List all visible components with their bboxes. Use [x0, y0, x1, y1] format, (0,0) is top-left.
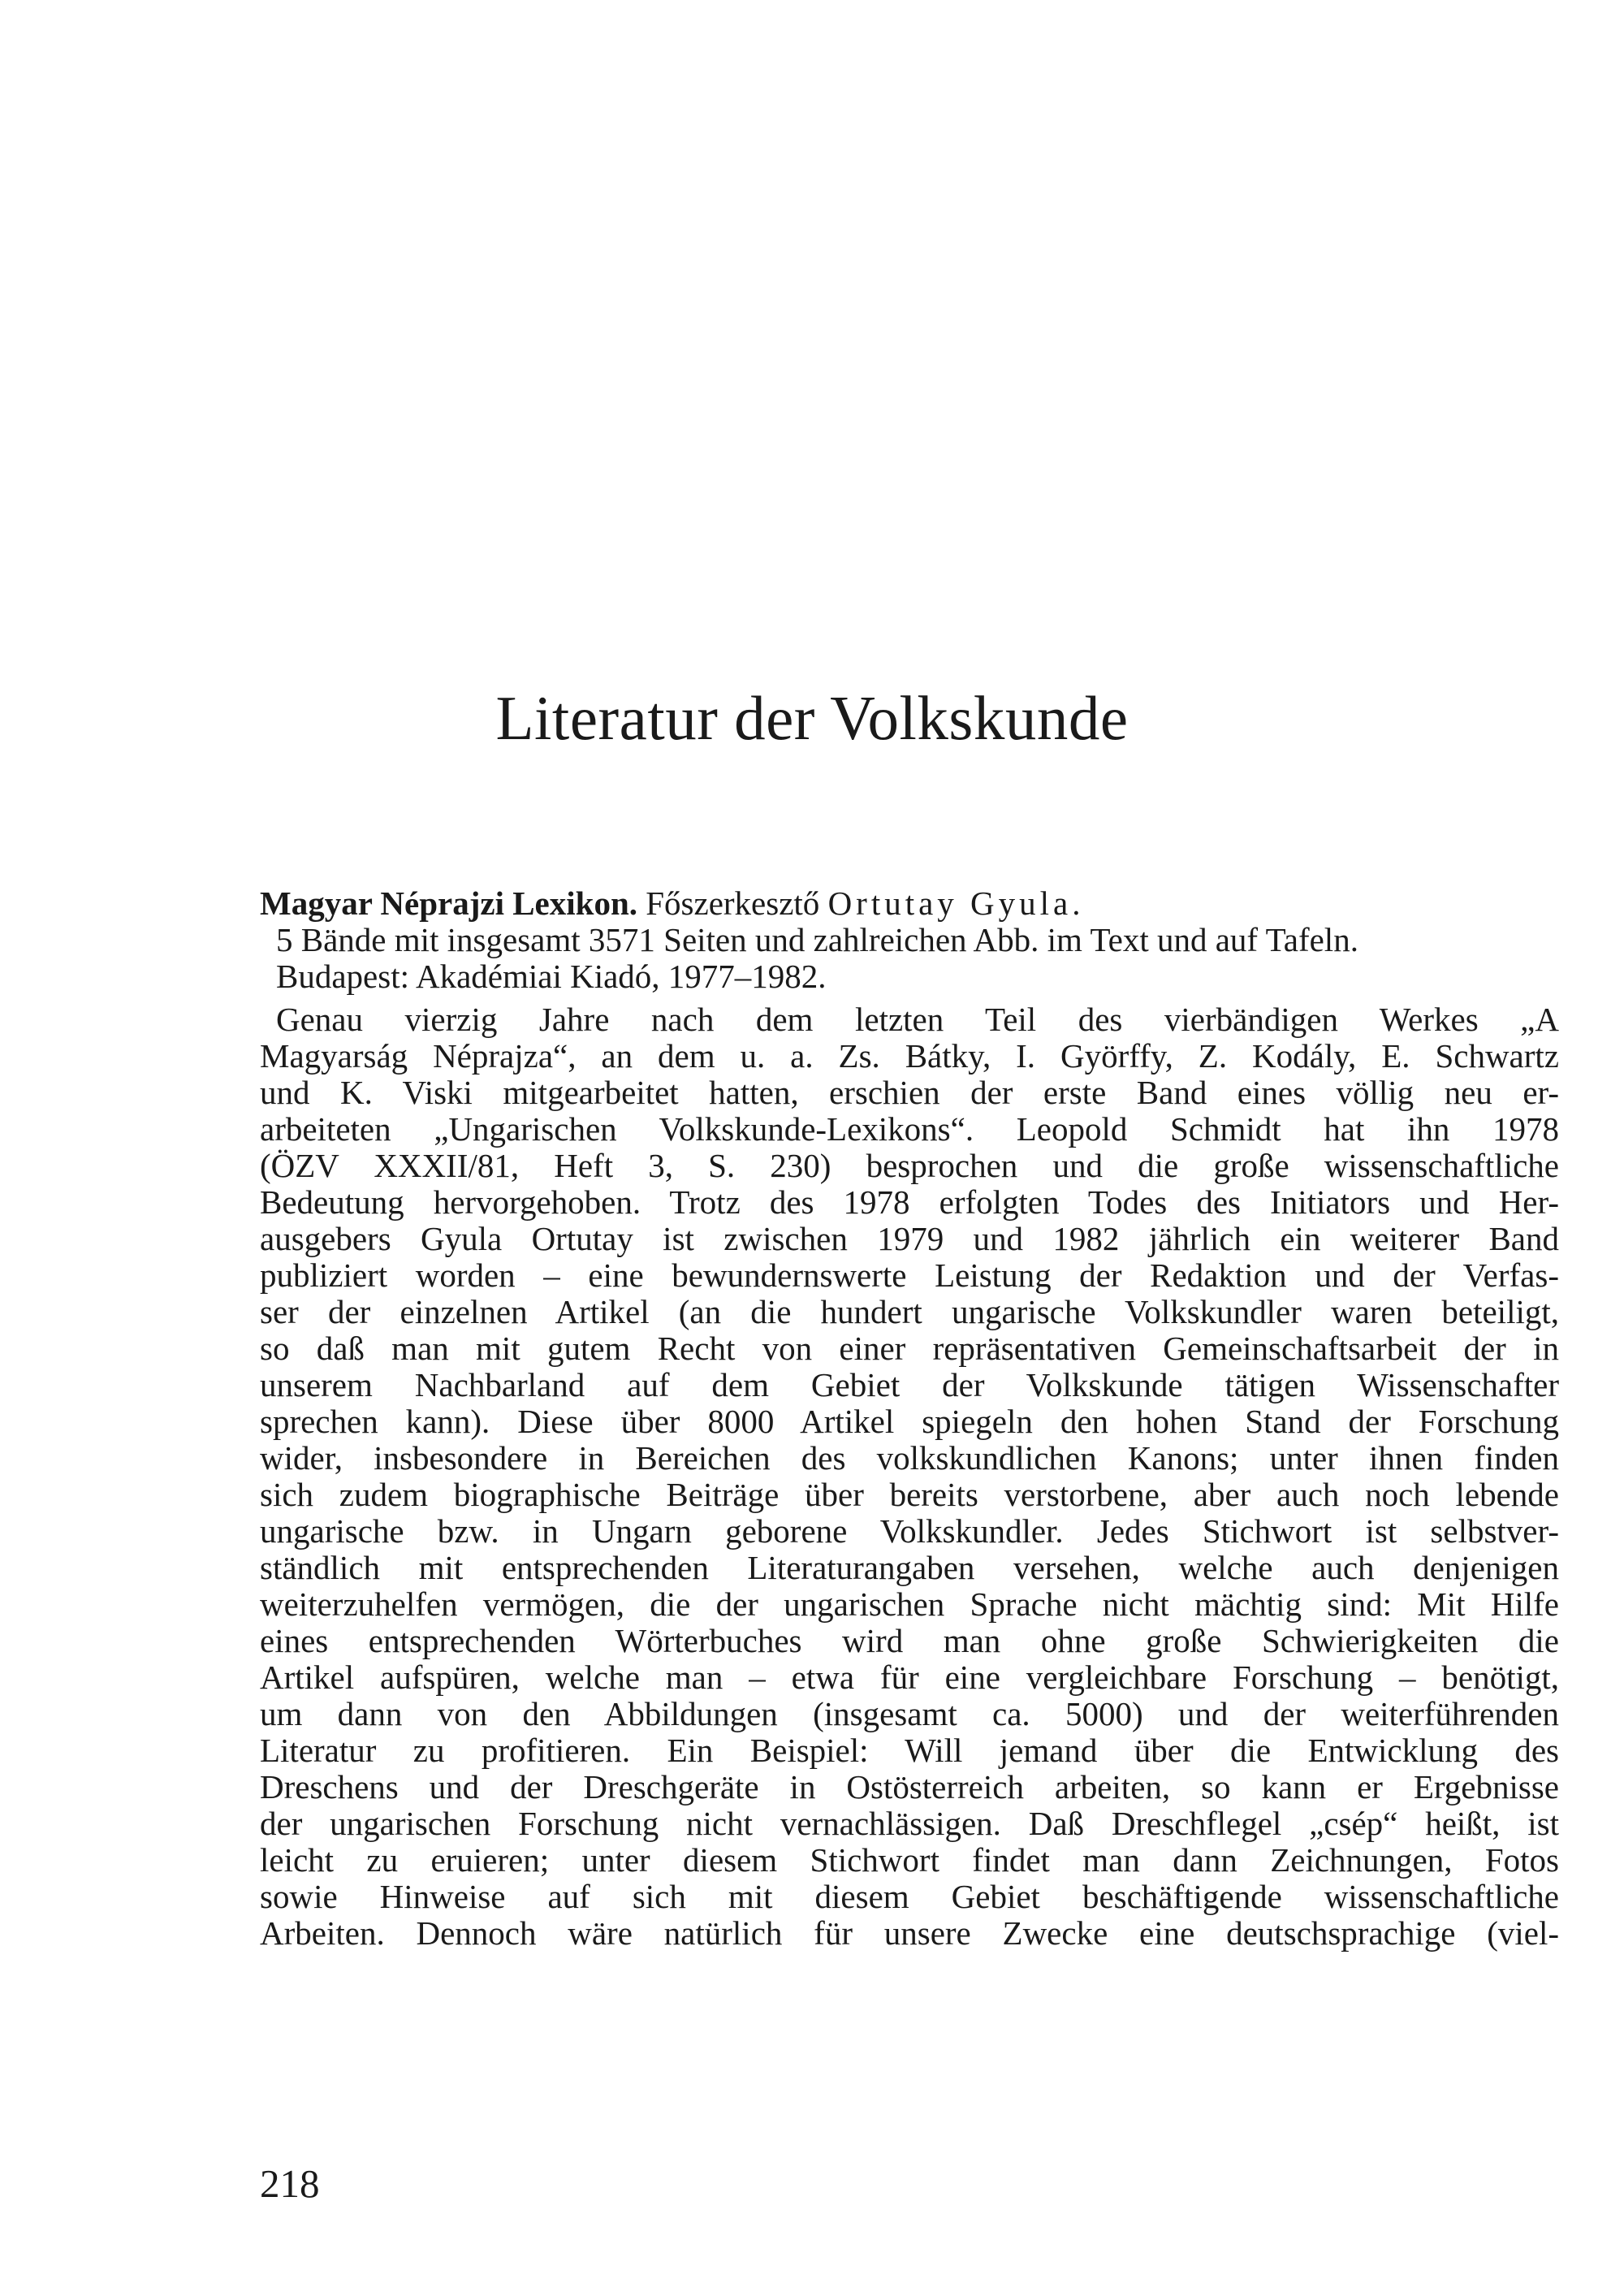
editor-label: Főszerkesztő — [646, 884, 820, 922]
body-line: eines entsprechenden Wörterbuches wird man ohne große Schwierigkeiten die — [260, 1622, 1559, 1659]
page-title: Literatur der Volkskunde — [495, 683, 1129, 753]
body-line: Dreschens und der Dreschgeräte in Ostösterreich arbeiten, so kann er Ergebnisse — [260, 1768, 1559, 1805]
body-line: ser der einzelnen Artikel (an die hundert ungarische Volkskundler waren beteiligt, — [260, 1293, 1559, 1330]
body-line: sowie Hinweise auf sich mit diesem Gebiet beschäftigende wissenschaftliche — [260, 1878, 1559, 1915]
review-entry — [260, 885, 1559, 1952]
body-line: Magyarság Néprajza“, an dem u. a. Zs. Bátky, I. Györffy, Z. Kodály, E. Schwartz — [260, 1037, 1559, 1075]
body-line: unserem Nachbarland auf dem Gebiet der Volkskunde tätigen Wissenschafter — [260, 1366, 1559, 1403]
review-body — [260, 1001, 1559, 1952]
page-number: 218 — [260, 2161, 320, 2206]
body-line: so daß man mit gutem Recht von einer repräsentativen Gemeinschaftsarbeit der in — [260, 1330, 1559, 1367]
body-line: arbeiteten „Ungarischen Volkskunde-Lexikons“. Leopold Schmidt hat ihn 1978 — [260, 1110, 1559, 1148]
body-line: weiterzuhelfen vermögen, die der ungarischen Sprache nicht mächtig sind: Mit Hilfe — [260, 1585, 1559, 1623]
meta-volumes: 5 Bände mit insgesamt 3571 Seiten und zahlreichen Abb. im Text und auf Tafeln. — [276, 921, 1358, 958]
body-line: und K. Viski mitgearbeitet hatten, erschien der erste Band eines völlig neu er- — [260, 1074, 1559, 1111]
body-line: wider, insbesondere in Bereichen des volkskundlichen Kanons; unter ihnen finden — [260, 1439, 1559, 1477]
body-line: Literatur zu profitieren. Ein Beispiel: Will jemand über die Entwicklung des — [260, 1732, 1559, 1769]
body-line: Artikel aufspüren, welche man – etwa für eine vergleichbare Forschung – benötigt, — [260, 1658, 1559, 1696]
body-line: ausgebers Gyula Ortutay ist zwischen 1979 und 1982 jährlich ein weiterer Band — [260, 1220, 1559, 1257]
body-line: sich zudem biographische Beiträge über bereits verstorbene, aber auch noch lebende — [260, 1476, 1559, 1513]
entry-heading — [260, 885, 1559, 922]
body-line: sprechen kann). Diese über 8000 Artikel spiegeln den hohen Stand der Forschung — [260, 1403, 1559, 1440]
body-line: ständlich mit entsprechenden Literaturangaben versehen, welche auch denjenigen — [260, 1549, 1559, 1586]
body-line: Bedeutung hervorgehoben. Trotz des 1978 erfolgten Todes des Initiators und Her- — [260, 1183, 1559, 1221]
meta-publisher: Budapest: Akadémiai Kiadó, 1977–1982. — [276, 958, 827, 995]
body-line: leicht zu eruieren; unter diesem Stichwort findet man dann Zeichnungen, Fotos — [260, 1841, 1559, 1879]
body-line: Genau vierzig Jahre nach dem letzten Teil des vierbändigen Werkes „A — [276, 1001, 1559, 1038]
book-title: Magyar Néprajzi Lexikon. — [260, 884, 637, 922]
body-line: Arbeiten. Dennoch wäre natürlich für unsere Zwecke eine deutschsprachige (viel- — [260, 1914, 1559, 1952]
body-line: (ÖZV XXXII/81, Heft 3, S. 230) besprochen und die große wissenschaftliche — [260, 1147, 1559, 1184]
editor-name: Ortutay Gyula. — [827, 884, 1085, 922]
body-line: ungarische bzw. in Ungarn geborene Volkskundler. Jedes Stichwort ist selbstver- — [260, 1512, 1559, 1550]
body-line: der ungarischen Forschung nicht vernachlässigen. Daß Dreschflegel „csép“ heißt, ist — [260, 1805, 1559, 1842]
body-line: publiziert worden – eine bewundernswerte Leistung der Redaktion und der Verfas- — [260, 1256, 1559, 1294]
body-line: um dann von den Abbildungen (insgesamt ca. 5000) und der weiterführenden — [260, 1695, 1559, 1732]
